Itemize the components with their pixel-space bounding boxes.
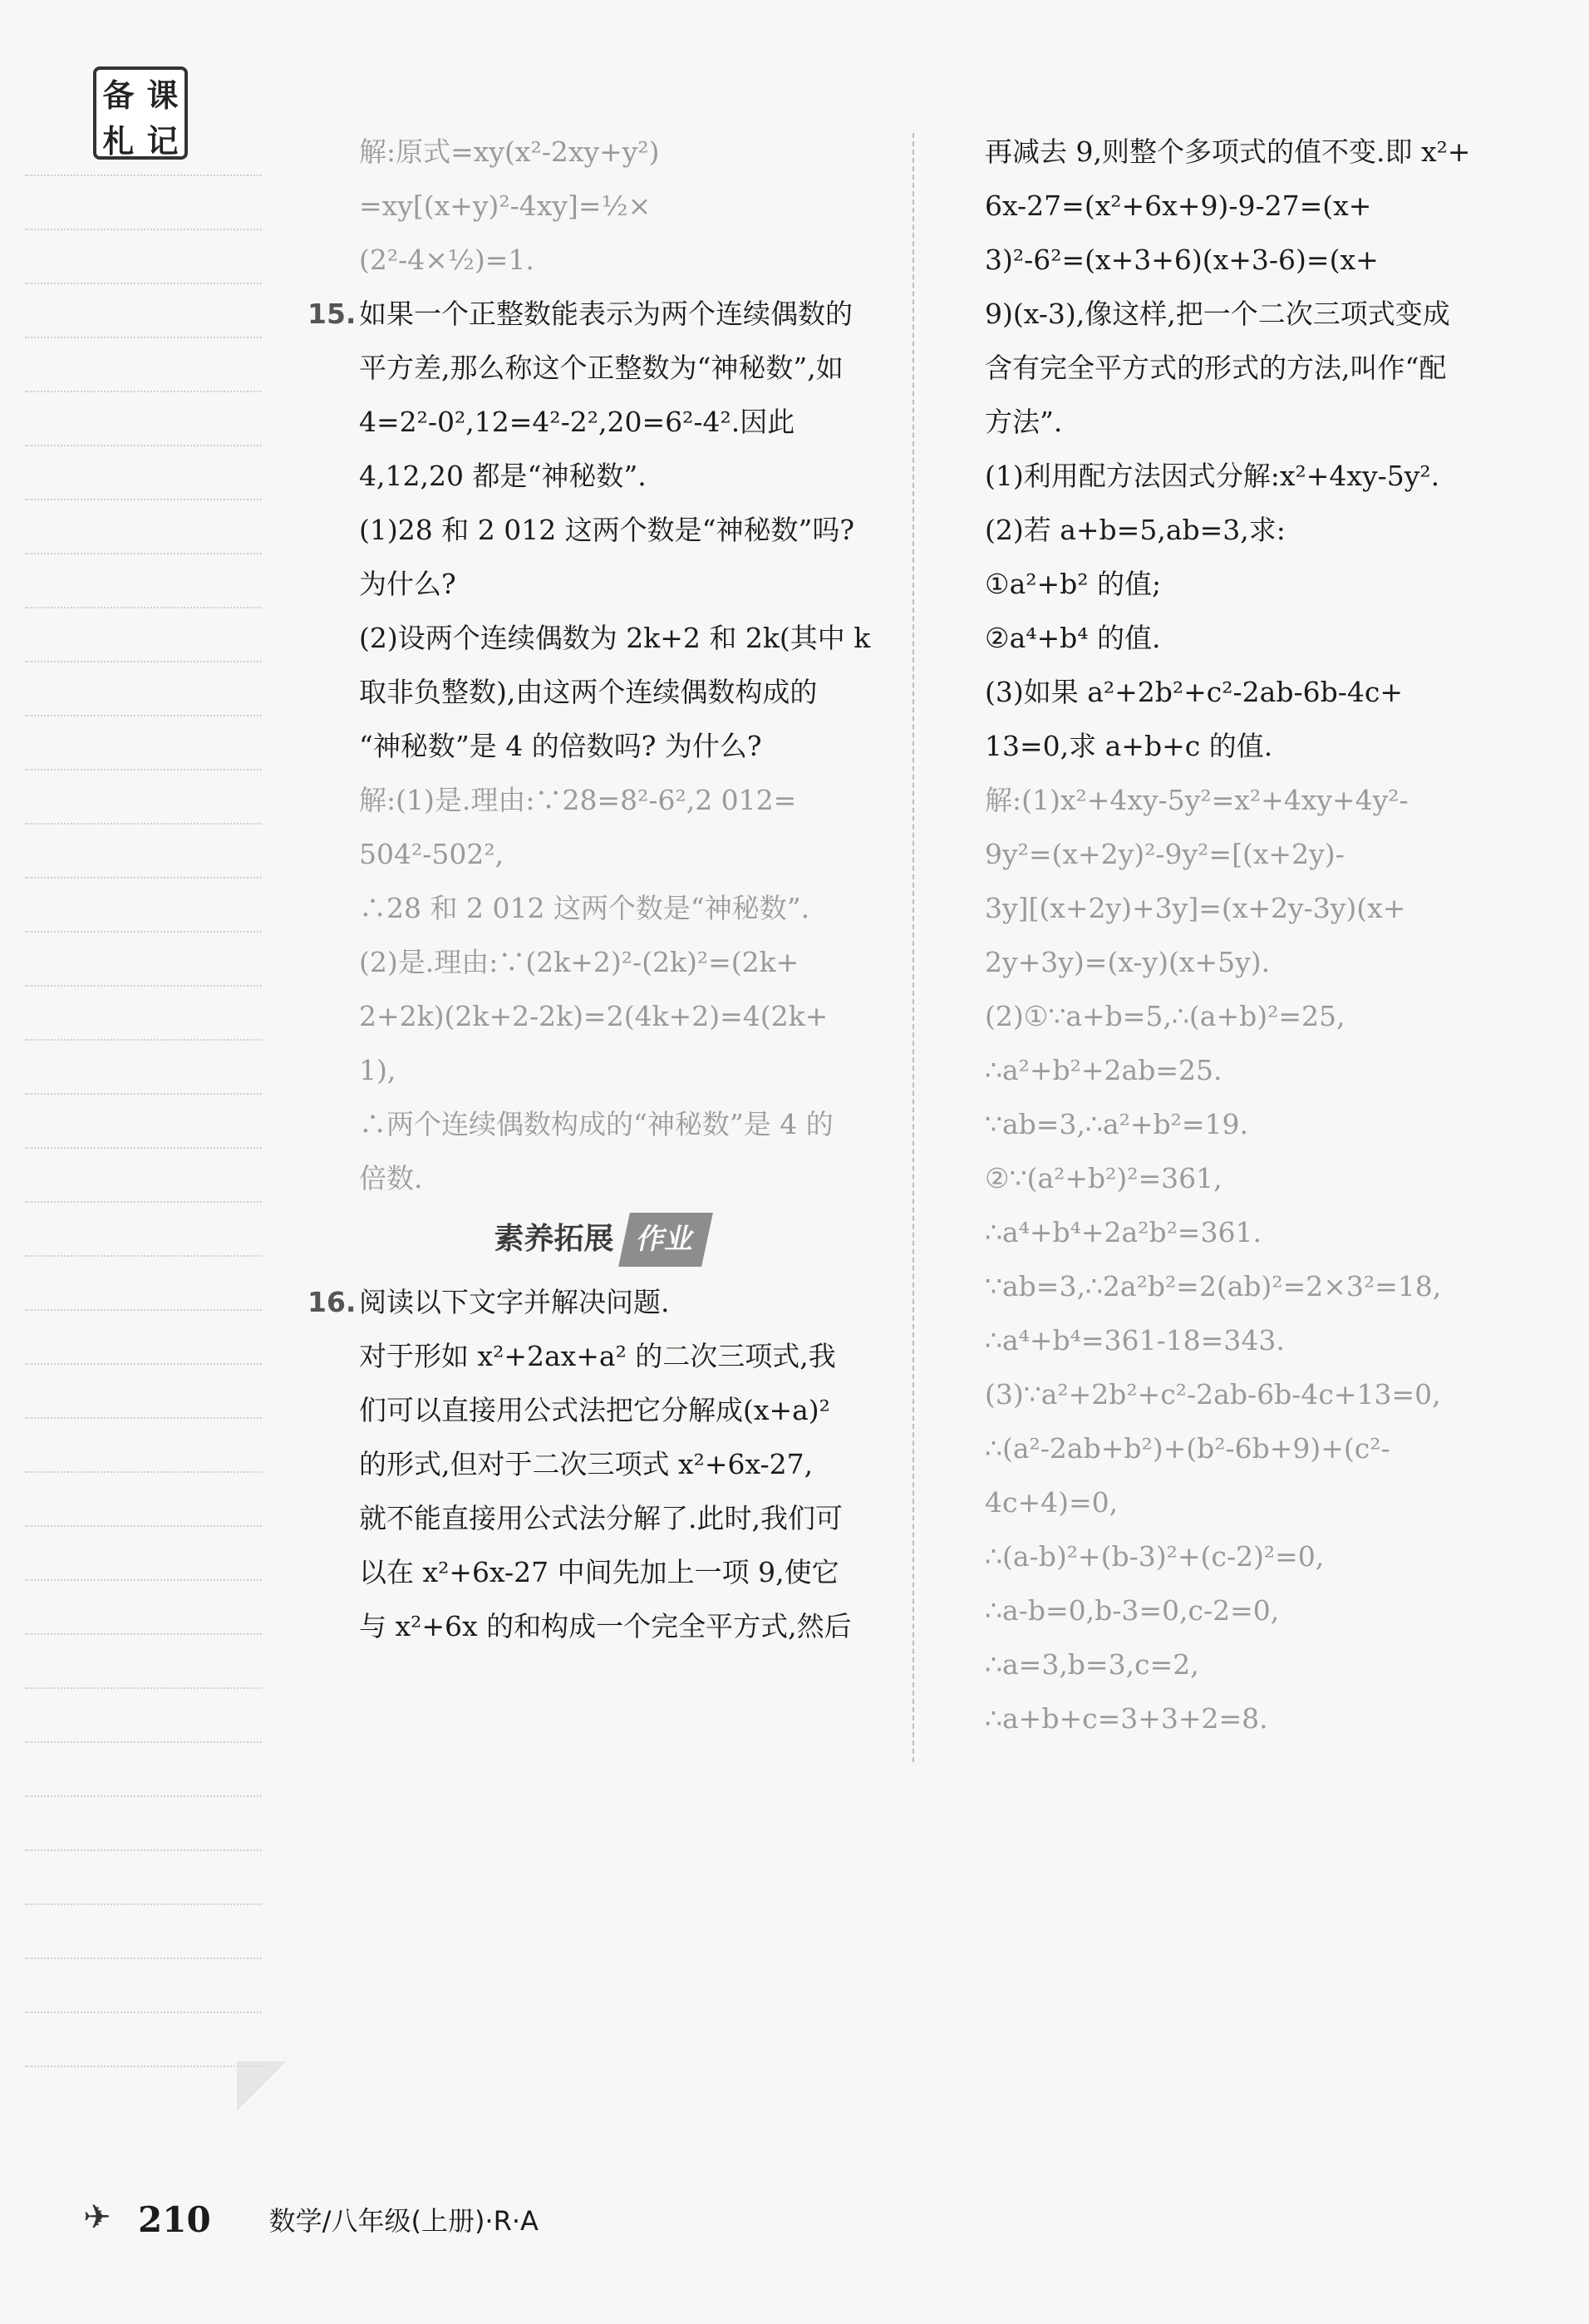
note-line (25, 823, 262, 825)
answer-line (985, 1691, 1517, 1745)
stamp-char: 札 (102, 123, 135, 160)
line-text: (2)设两个连续偶数为 2k+2 和 2k(其中 k (359, 622, 871, 654)
line-text: 对于形如 x²+2ax+a² 的二次三项式,我 (359, 1340, 836, 1372)
line-text: (1)利用配方法因式分解:x²+4xy-5y². (985, 460, 1440, 492)
answer-line (307, 827, 893, 881)
line-text: ∴a⁴+b⁴+2a²b²=361. (985, 1216, 1262, 1248)
answer-line (307, 881, 893, 935)
line-text: 9y²=(x+2y)²-9y²=[(x+2y)- (985, 838, 1345, 870)
question-line (985, 557, 1517, 611)
stamp-char: 记 (146, 123, 179, 160)
note-line (25, 391, 262, 392)
answer-line (985, 1205, 1517, 1259)
page-footer (83, 2194, 539, 2244)
line-text: 4,12,20 都是“神秘数”. (359, 460, 647, 492)
stamp-char: 备 (102, 77, 135, 114)
answer-line (307, 989, 893, 1043)
answer-line (985, 1475, 1517, 1529)
line-text: ∴a-b=0,b-3=0,c-2=0, (985, 1594, 1280, 1627)
answer-line (985, 1097, 1517, 1151)
answer-line (985, 773, 1517, 827)
line-text: 再减去 9,则整个多项式的值不变.即 x²+ (985, 135, 1471, 168)
note-line (25, 1309, 262, 1311)
line-text: 解:(1)是.理由:∵28=8²-6²,2 012= (359, 784, 797, 816)
line-text: ①a²+b² 的值; (985, 568, 1162, 600)
question-line (985, 233, 1517, 287)
line-text: (2)①∵a+b=5,∴(a+b)²=25, (985, 1000, 1345, 1032)
line-text: ∴a⁴+b⁴=361-18=343. (985, 1324, 1285, 1356)
question-line (307, 719, 893, 773)
line-text: 解:(1)x²+4xy-5y²=x²+4xy+4y²- (985, 784, 1409, 816)
question-line (985, 125, 1517, 179)
line-text: 与 x²+6x 的和构成一个完全平方式,然后 (359, 1610, 852, 1642)
question-line (985, 719, 1517, 773)
answer-line (307, 935, 893, 989)
answer-line (985, 1043, 1517, 1097)
answer-line (985, 935, 1517, 989)
line-text: ∴(a-b)²+(b-3)²+(c-2)²=0, (985, 1540, 1325, 1573)
right-column (985, 125, 1517, 1745)
line-text: 为什么? (359, 568, 456, 600)
answer-line (985, 1529, 1517, 1583)
line-text: 以在 x²+6x-27 中间先加上一项 9,使它 (359, 1556, 839, 1588)
line-text: (3)∵a²+2b²+c²-2ab-6b-4c+13=0, (985, 1378, 1441, 1411)
note-line (25, 445, 262, 446)
question-line (985, 341, 1517, 395)
question-line (307, 395, 893, 449)
line-text: 9)(x-3),像这样,把一个二次三项式变成 (985, 298, 1450, 330)
note-line (25, 1795, 262, 1797)
answer-line (307, 1043, 893, 1097)
line-text: 2+2k)(2k+2-2k)=2(4k+2)=4(2k+ (359, 1000, 829, 1032)
question-line (985, 611, 1517, 665)
question-line (307, 1329, 893, 1383)
section-title: 素养拓展 (494, 1222, 614, 1256)
line-text: 如果一个正整数能表示为两个连续偶数的 (359, 298, 853, 330)
page-corner-decoration (237, 2061, 287, 2111)
line-text: 1), (359, 1054, 396, 1086)
note-line (25, 769, 262, 771)
answer-line (985, 1583, 1517, 1637)
answer-line (985, 1259, 1517, 1313)
question-line (307, 287, 893, 341)
note-line (25, 553, 262, 554)
note-line (25, 715, 262, 716)
question-line (307, 611, 893, 665)
line-text: ∴(a²-2ab+b²)+(b²-6b+9)+(c²- (985, 1432, 1390, 1465)
answer-line (985, 989, 1517, 1043)
question-line (307, 557, 893, 611)
answer-line (985, 827, 1517, 881)
question-line (307, 1491, 893, 1545)
note-line (25, 1471, 262, 1473)
question-line (985, 287, 1517, 341)
left-column (307, 125, 893, 1653)
line-text: 2y+3y)=(x-y)(x+5y). (985, 946, 1271, 978)
note-line (25, 607, 262, 608)
line-text: 504²-502², (359, 838, 504, 870)
note-line (25, 499, 262, 500)
note-line (25, 985, 262, 987)
section-tag: 作业 (618, 1213, 713, 1267)
question-line (985, 665, 1517, 719)
answer-line (307, 1097, 893, 1151)
note-line (25, 1687, 262, 1689)
note-line (25, 931, 262, 933)
question-line (307, 665, 893, 719)
line-text: 平方差,那么称这个正整数为“神秘数”,如 (359, 352, 844, 384)
column-divider (913, 133, 914, 1762)
line-text: ∵ab=3,∴2a²b²=2(ab)²=2×3²=18, (985, 1270, 1442, 1302)
line-text: ∴a+b+c=3+3+2=8. (985, 1702, 1268, 1735)
note-line (25, 283, 262, 284)
question-line (307, 1437, 893, 1491)
line-text: ②∵(a²+b²)²=361, (985, 1162, 1222, 1194)
line-text: 解:原式=xy(x²-2xy+y²) (359, 135, 660, 168)
line-text: ∴a=3,b=3,c=2, (985, 1648, 1199, 1681)
note-line (25, 1957, 262, 1959)
answer-line (307, 233, 893, 287)
answer-line (307, 179, 893, 233)
answer-line (985, 1151, 1517, 1205)
question-line (307, 1383, 893, 1437)
line-text: 6x-27=(x²+6x+9)-9-27=(x+ (985, 190, 1372, 222)
line-text: 的形式,但对于二次三项式 x²+6x-27, (359, 1448, 814, 1480)
question-line (307, 1275, 893, 1329)
question-line (307, 449, 893, 503)
note-line (25, 1147, 262, 1149)
question-line (985, 503, 1517, 557)
note-line (25, 1849, 262, 1851)
answer-line (307, 125, 893, 179)
answer-line (985, 1637, 1517, 1691)
line-text: (2)是.理由:∵(2k+2)²-(2k)²=(2k+ (359, 946, 799, 978)
answer-line (985, 881, 1517, 935)
question-line (307, 341, 893, 395)
question-number: 16. (307, 1286, 357, 1318)
page-number: 210 (138, 2198, 211, 2240)
note-line (25, 1363, 262, 1365)
line-text: 阅读以下文字并解决问题. (359, 1286, 670, 1318)
line-text: ∴28 和 2 012 这两个数是“神秘数”. (359, 892, 810, 924)
line-text: 方法”. (985, 406, 1063, 438)
line-text: (1)28 和 2 012 这两个数是“神秘数”吗? (359, 514, 855, 546)
line-text: ∵ab=3,∴a²+b²=19. (985, 1108, 1248, 1140)
line-text: 倍数. (359, 1162, 423, 1194)
section-banner (307, 1212, 893, 1267)
note-line (25, 1525, 262, 1527)
note-line (25, 1201, 262, 1203)
note-line (25, 1093, 262, 1095)
line-text: 4c+4)=0, (985, 1486, 1119, 1519)
line-text: 3y][(x+2y)+3y]=(x+2y-3y)(x+ (985, 892, 1406, 924)
question-line (307, 1545, 893, 1599)
note-line (25, 175, 262, 176)
line-text: 取非负整数),由这两个连续偶数构成的 (359, 676, 818, 708)
line-text: =xy[(x+y)²-4xy]=½× (359, 190, 652, 222)
book-logo-icon: ✈ (83, 2198, 111, 2237)
answer-line (307, 1151, 893, 1205)
answer-line (985, 1421, 1517, 1475)
question-number: 15. (307, 298, 357, 330)
line-text: 13=0,求 a+b+c 的值. (985, 730, 1273, 762)
note-line (25, 1579, 262, 1581)
line-text: (3)如果 a²+2b²+c²-2ab-6b-4c+ (985, 676, 1403, 708)
note-line (25, 877, 262, 879)
note-line (25, 1741, 262, 1743)
line-text: 含有完全平方式的形式的方法,叫作“配 (985, 352, 1447, 384)
line-text: (2)若 a+b=5,ab=3,求: (985, 514, 1286, 546)
answer-line (985, 1313, 1517, 1367)
line-text: 们可以直接用公式法把它分解成(x+a)² (359, 1394, 830, 1426)
notes-sidebar (25, 50, 262, 2078)
answer-line (985, 1367, 1517, 1421)
line-text: ∴两个连续偶数构成的“神秘数”是 4 的 (359, 1108, 834, 1140)
note-line (25, 1417, 262, 1419)
lesson-notes-stamp (93, 66, 188, 160)
note-line (25, 337, 262, 338)
line-text: “神秘数”是 4 的倍数吗? 为什么? (359, 730, 762, 762)
note-line (25, 2066, 262, 2067)
note-line (25, 2011, 262, 2013)
note-line (25, 1633, 262, 1635)
line-text: 3)²-6²=(x+3+6)(x+3-6)=(x+ (985, 244, 1379, 276)
question-line (985, 449, 1517, 503)
line-text: ②a⁴+b⁴ 的值. (985, 622, 1161, 654)
question-line (307, 503, 893, 557)
book-title: 数学/八年级(上册)·R·A (268, 2205, 539, 2237)
question-line (985, 179, 1517, 233)
line-text: 就不能直接用公式法分解了.此时,我们可 (359, 1502, 843, 1534)
answer-line (307, 773, 893, 827)
question-line (985, 395, 1517, 449)
note-line (25, 1039, 262, 1041)
note-line (25, 229, 262, 230)
line-text: ∴a²+b²+2ab=25. (985, 1054, 1222, 1086)
line-text: (2²-4×½)=1. (359, 244, 534, 276)
line-text: 4=2²-0²,12=4²-2²,20=6²-4².因此 (359, 406, 795, 438)
note-line (25, 1903, 262, 1905)
question-line (307, 1599, 893, 1653)
note-line (25, 1255, 262, 1257)
stamp-char: 课 (146, 77, 179, 114)
note-line (25, 661, 262, 662)
